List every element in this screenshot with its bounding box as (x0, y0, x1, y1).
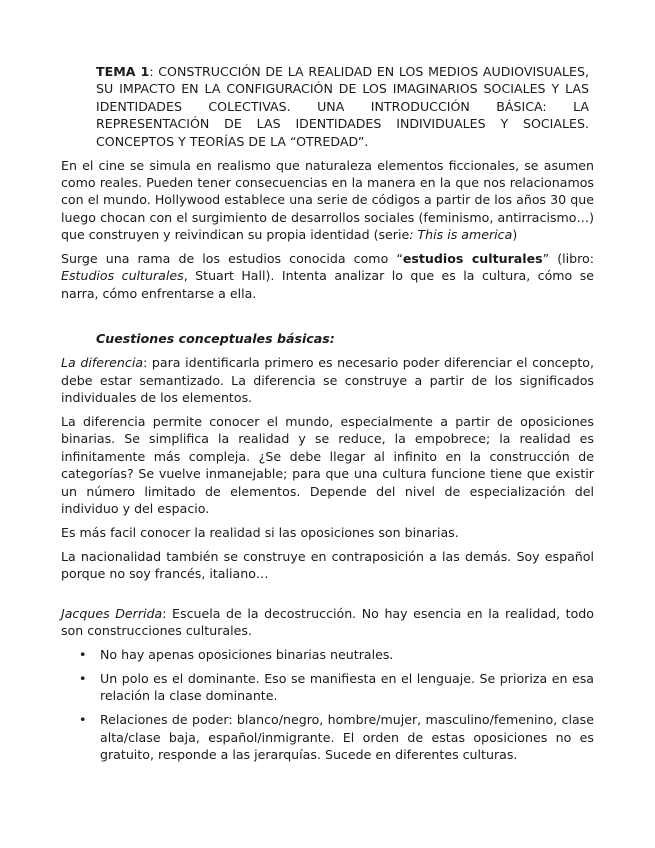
bullet-icon: • (79, 712, 87, 728)
list-item-text: Relaciones de poder: blanco/negro, hombre/mujer, masculino/femenino, clase alta/clase baja, español/inmigrante. El orden de estas oposiciones no es gratuito, responde a las jerarquías. Sucede en diferentes culturas. (100, 712, 594, 762)
diferencia-paragraph (61, 354, 594, 406)
topic-label: TEMA 1 (96, 64, 150, 79)
derrida-paragraph (61, 605, 594, 640)
list-item (61, 646, 594, 663)
derrida-text: : Escuela de la decostrucción. No hay esencia en la realidad, todo son construcciones culturales. (61, 605, 595, 638)
topic-heading (96, 63, 589, 150)
book-title: Estudios culturales (61, 268, 184, 284)
diferencia-definition: : para identificarla primero es necesario poder diferenciar el concepto, debe estar semantizado. La diferencia se construye a partir de los significados individuales de los elementos. (61, 355, 594, 405)
nationality-paragraph: La nacionalidad también se construye en contraposición a las demás. Soy español porque no soy francés, italiano… (61, 548, 594, 582)
intro-paragraph (61, 157, 594, 244)
section-title-colon: : (329, 331, 335, 347)
topic-text: : CONSTRUCCIÓN DE LA REALIDAD EN LOS MEDIOS AUDIOVISUALES, SU IMPACTO EN LA CONFIGURACIÓN DE LOS IMAGINARIOS SOCIALES Y LAS IDENTIDADES COLECTIVAS. UNA INTRODUCCIÓN BÁSICA: LA REPRESENTACIÓN DE LAS IDENTIDADES INDIVIDUALES Y SOCIALES. CONCEPTOS Y TEORÍAS DE LA “OTREDAD”. (96, 64, 589, 149)
intro-paren: ) (512, 227, 518, 243)
intro-text: En el cine se simula en realismo que naturaleza elementos ficcionales, se asumen como reales. Pueden tener consecuencias en la manera en la que nos relacionamos con el mundo. Hollywood establece una serie de códigos a partir de los años 30 que luego chocan con el surgimiento de desarrollos sociales (feminismo, antirracismo…) que construyen y reivindican su propia identidad (serie (61, 157, 594, 243)
bullet-icon: • (79, 670, 87, 686)
bullet-icon: • (79, 646, 87, 662)
list-item-text: No hay apenas oposiciones binarias neutrales. (100, 646, 394, 662)
document-page (61, 63, 594, 770)
derrida-bullet-list (61, 646, 594, 763)
binary-oppositions-paragraph: La diferencia permite conocer el mundo, especialmente a partir de oposiciones binarias. Se simplifica la realidad y se reduce, la empobrece; la realidad es infinitamente más compleja. ¿Se debe llegar al infinito en la construcción de categorías? Se vuelve inmanejable; para que una cultura funcione tiene que existir un número limitado de elementos. Depende del nivel de especialización del individuo y del espacio. (61, 413, 594, 516)
section-title: Cuestiones conceptuales básicas (96, 331, 330, 347)
cultural-studies-text-a: Surge una rama de los estudios conocida como “ (61, 251, 403, 267)
series-title: This is america (413, 227, 513, 243)
intro-colon: : (409, 227, 414, 243)
cultural-studies-text-b: ” (libro: (542, 251, 594, 267)
derrida-name: Jacques Derrida (61, 605, 163, 621)
cultural-studies-term: estudios culturales (402, 251, 543, 267)
diferencia-term: La diferencia (61, 355, 144, 371)
section-heading (96, 330, 594, 347)
list-item-text: Un polo es el dominante. Eso se manifiesta en el lenguaje. Se prioriza en esa relación la clase dominante. (100, 670, 594, 704)
list-item (61, 670, 594, 705)
list-item (61, 711, 594, 763)
cultural-studies-paragraph (61, 250, 594, 302)
cultural-studies-text-c: , Stuart Hall). Intenta analizar lo que es la cultura, cómo se narra, cómo enfrentarse a ella. (61, 268, 594, 301)
binary-easier-paragraph: Es más facil conocer la realidad si las oposiciones son binarias. (61, 524, 459, 540)
